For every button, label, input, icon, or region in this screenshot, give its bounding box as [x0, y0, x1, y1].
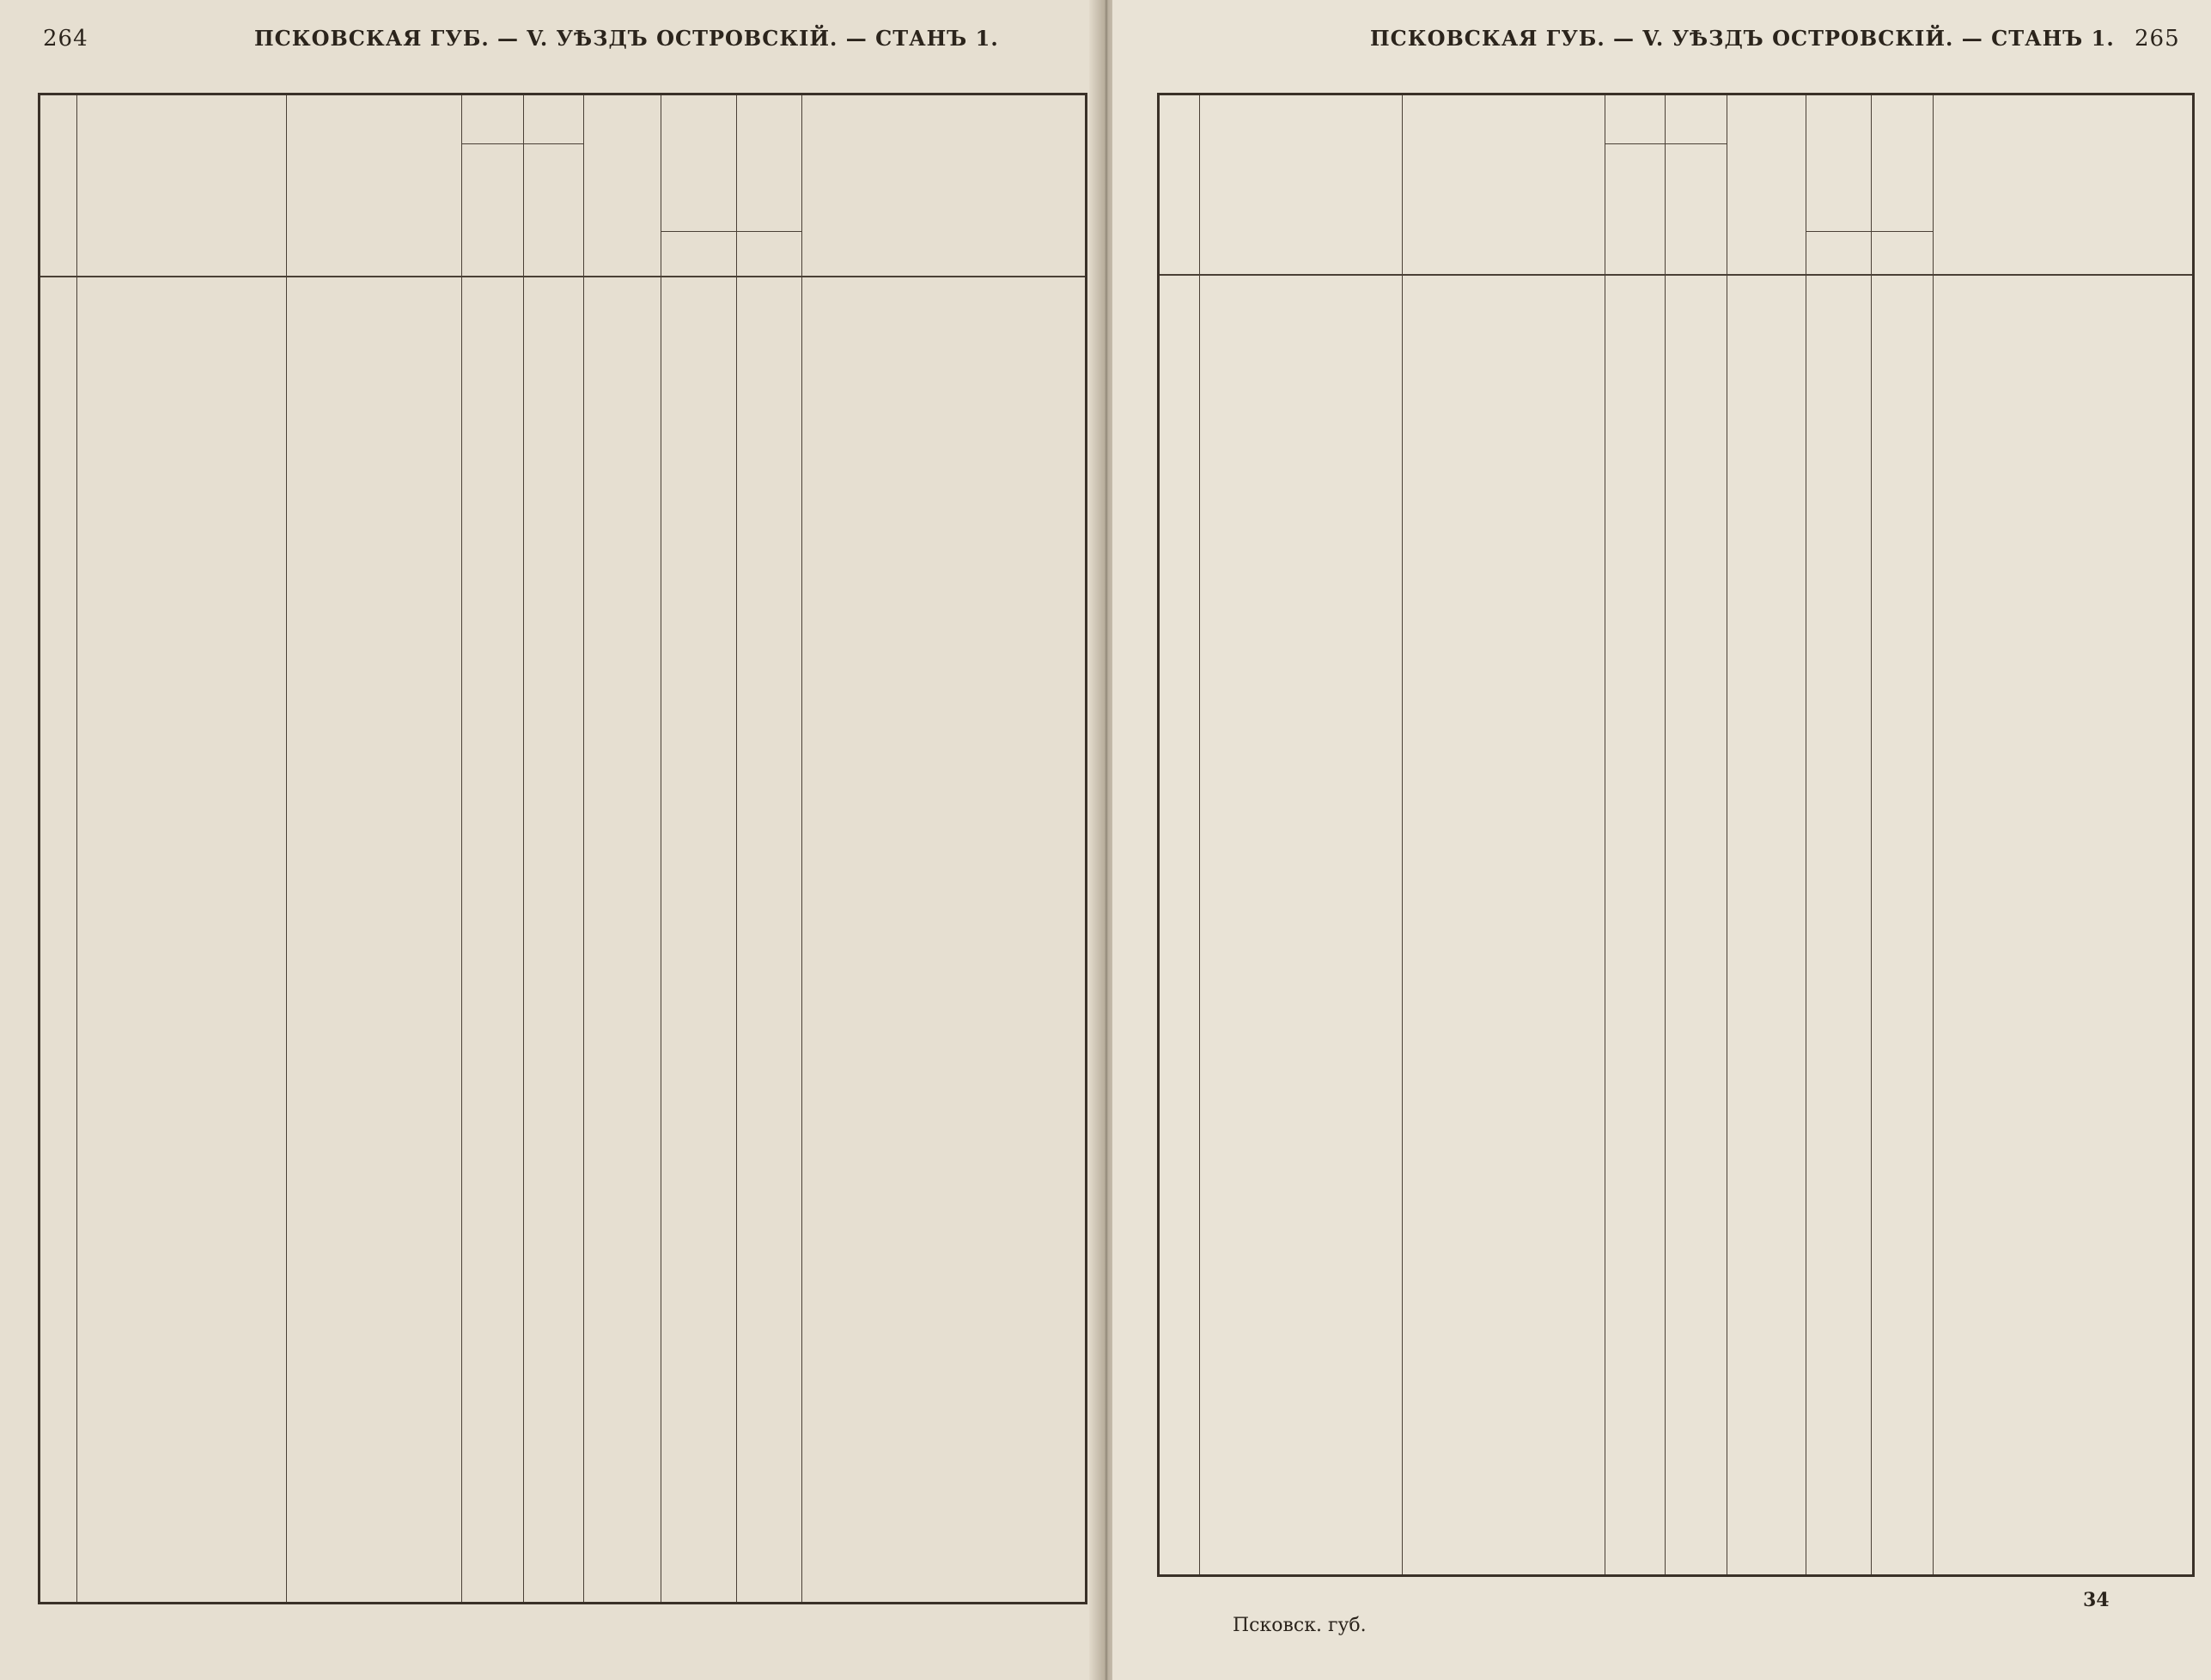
table-row [1160, 609, 2192, 660]
table-row [40, 983, 1085, 1035]
table-row [1160, 1233, 2192, 1284]
table-row [1160, 662, 2192, 714]
inhabitants-subrule [661, 231, 801, 232]
table-row [1160, 396, 2192, 447]
table-row [40, 1353, 1085, 1404]
table-row [1160, 824, 2192, 875]
table-row [40, 715, 1085, 767]
table-row [1160, 930, 2192, 982]
folio-number: 34 [2083, 1589, 2110, 1611]
table-row [1160, 1339, 2192, 1391]
table-row [1160, 877, 2192, 928]
table-row [1160, 983, 2192, 1035]
settlement-table [38, 93, 1087, 1604]
table-row [40, 789, 1085, 841]
inhabitants-subrule [1806, 231, 1933, 232]
table-row [40, 1251, 1085, 1303]
table-row [40, 935, 1085, 987]
distance-subrule [1605, 143, 1727, 144]
page-number: 264 [43, 26, 88, 52]
table-row [40, 1198, 1085, 1250]
table-row [1160, 1107, 2192, 1159]
table-row [1160, 1446, 2192, 1497]
table-row [40, 662, 1085, 714]
settlement-table [1157, 93, 2195, 1577]
table-row [40, 1406, 1085, 1458]
page-number: 265 [2135, 26, 2180, 52]
table-row [40, 525, 1085, 576]
header-rule [40, 276, 1085, 277]
table-row [1160, 1392, 2192, 1444]
table-row [40, 1037, 1085, 1088]
table-row [40, 372, 1085, 423]
table-row [40, 1300, 1085, 1351]
running-head [0, 26, 1106, 60]
table-row [1160, 1286, 2192, 1337]
table-row [1160, 715, 2192, 767]
running-title: ПСКОВСКАЯ ГУБ. — V. УѢЗДЪ ОСТРОВСКІЙ. — СТАНЪ 1. [254, 26, 999, 51]
table-row [1160, 446, 2192, 497]
table-row [40, 1504, 1085, 1555]
running-title: ПСКОВСКАЯ ГУБ. — V. УѢЗДЪ ОСТРОВСКІЙ. — СТАНЪ 1. [1370, 26, 2115, 51]
table-row [1160, 1160, 2192, 1212]
running-head [1112, 26, 2211, 60]
distance-subrule [461, 143, 583, 144]
right-page [1112, 0, 2211, 1680]
signature-mark: Псковск. губ. [1233, 1615, 1367, 1636]
table-row [40, 1459, 1085, 1511]
table-row [1160, 315, 2192, 367]
header-rule [1160, 274, 2192, 276]
table-row [40, 475, 1085, 527]
table-row [40, 1145, 1085, 1196]
table-row [1160, 1054, 2192, 1105]
